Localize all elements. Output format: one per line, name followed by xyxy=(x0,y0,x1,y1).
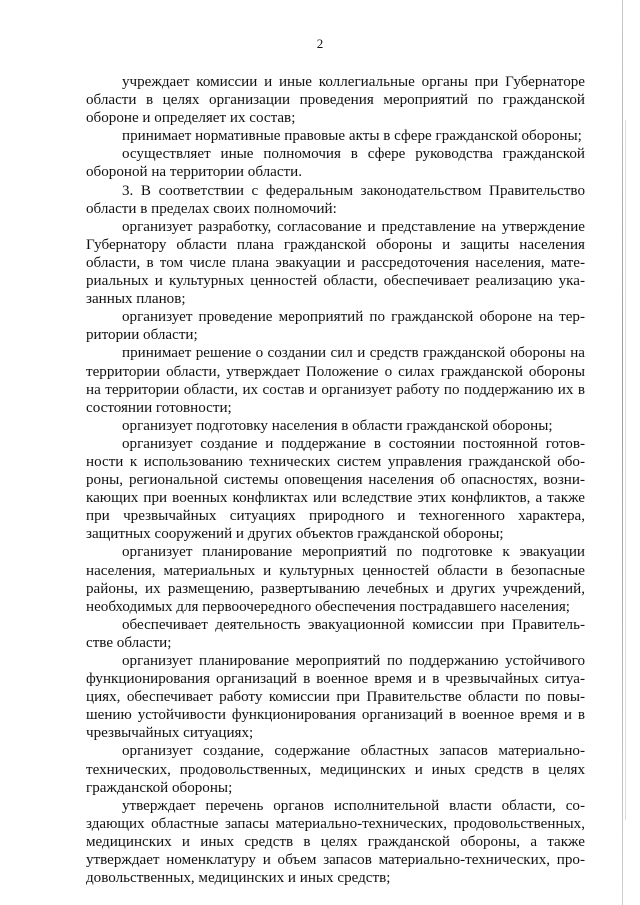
paragraph: организует планирование мероприятий по подготовке к эвакуации населения, материальных и культурных ценностей области в безопасные районы, их размещению, развертыванию лечебных и других учреждений, необходимых для первоочередного обеспечения пострадавшего населения; xyxy=(86,544,585,615)
paragraph: 3. В соответствии с федеральным законодательством Правительство области в пределах своих полномочий: xyxy=(86,182,585,217)
paragraph: обеспечивает деятельность эвакуационной комиссии при Правительстве области; xyxy=(86,616,585,651)
paragraph: организует планирование мероприятий по поддержанию устойчивого функционирования организаций в военное время и в чрезвычайных ситуациях, обеспечивает работу комиссии при Правительстве области по повышению устойчивости функционирования организаций в военное время и в чрезвычайных ситуациях; xyxy=(86,653,585,742)
paragraph: принимает решение о создании сил и средств гражданской обороны на территории области, утверждает Положение о силах гражданской обороны на территории области, их состав и организует работу по поддержанию их в состоянии готовности; xyxy=(86,345,585,416)
body-text xyxy=(86,73,585,887)
paragraph: осуществляет иные полномочия в сфере руководства гражданской обороной на территории области. xyxy=(86,146,585,181)
paragraph: организует разработку, согласование и представление на утверждение Губернатору области плана гражданской обороны и защиты населения области, в том числе плана эвакуации и рассредоточения населения, материальных и культурных ценностей области, обеспечивает реализацию указанных планов; xyxy=(86,218,585,308)
page-number: 2 xyxy=(316,36,324,51)
paragraph: организует создание и поддержание в состоянии постоянной готовности к использованию технических систем управления гражданской обороны, региональной системы оповещения населения об опасностях, возникающих при военных конфликтах или вследствие этих конфликтов, а также при чрезвычайных ситуациях природного и техногенного характера, защитных сооружений и других объектов гражданской обороны; xyxy=(86,435,585,543)
paragraph: принимает нормативные правовые акты в сфере гражданской обороны; xyxy=(122,128,582,145)
paragraph: организует подготовку населения в области гражданской обороны; xyxy=(122,417,553,434)
paragraph: утверждает перечень органов исполнительной власти области, создающих областные запасы материально-технических, продовольственных, медицинских и иных средств в целях гражданской обороны, а также утверждает номенклатуру и объем запасов материально-технических, продовольственных, медицинских и иных средств; xyxy=(86,797,585,887)
paragraph: организует создание, содержание областных запасов материально-технических, продовольственных, медицинских и иных средств в целях гражданской обороны; xyxy=(86,743,585,796)
paragraph: учреждает комиссии и иные коллегиальные органы при Губернаторе области в целях организации проведения мероприятий по гражданской обороне и определяет их состав; xyxy=(86,74,585,127)
scan-edge-line xyxy=(622,0,623,905)
paragraph: организует проведение мероприятий по гражданской обороне на территории области; xyxy=(86,309,585,344)
scan-edge-shadow xyxy=(625,120,626,820)
